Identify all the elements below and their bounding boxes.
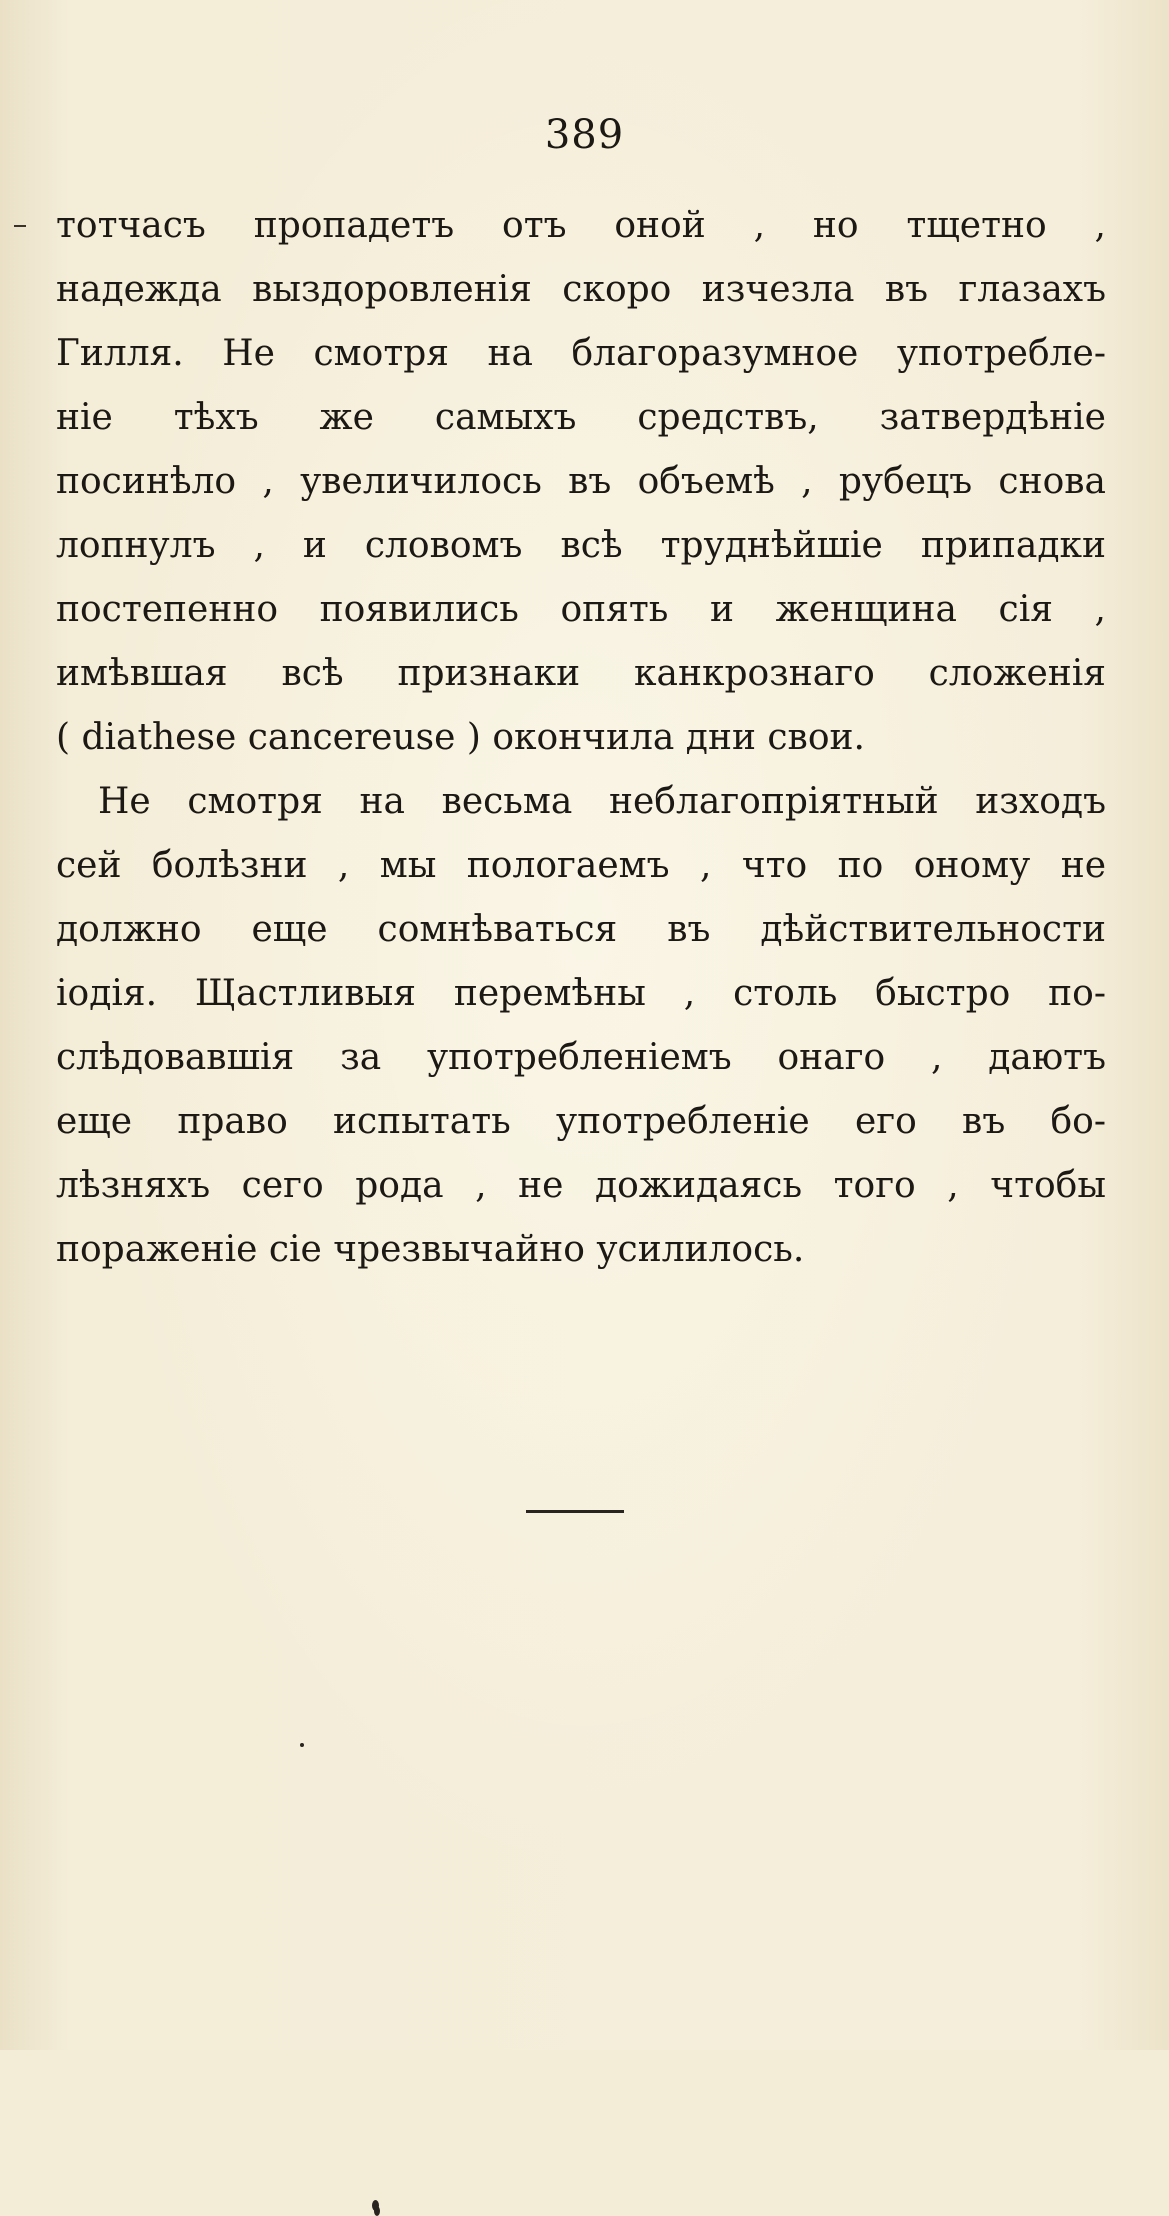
- text-line: сей болѣзни , мы пологаемъ , что по оному не: [56, 845, 1106, 886]
- text-line: надежда выздоровленія скоро изчезла въ глазахъ: [56, 269, 1106, 310]
- text-line: имѣвшая всѣ признаки канкрознаго сложенія: [56, 653, 1106, 694]
- ink-speck: [300, 1743, 304, 1747]
- paragraph-1: [56, 194, 1106, 770]
- text-line: пораженіе сіе чрезвычайно усилилось.: [56, 1229, 805, 1270]
- text-line: еще право испытать употребленіе его въ бо-: [56, 1101, 1106, 1142]
- text-line: іодія. Щастливыя перемѣны , столь быстро по-: [56, 973, 1106, 1014]
- text-line: постепенно появились опять и женщина сія ,: [56, 589, 1106, 630]
- text-line: слѣдовавшія за употребленіемъ онаго , даютъ: [56, 1037, 1106, 1078]
- text-line: тотчасъ пропадетъ отъ оной , но тщетно ,: [56, 205, 1106, 246]
- text-line: лѣзняхъ сего рода , не дожидаясь того , чтобы: [56, 1165, 1106, 1206]
- text-line: Не смотря на весьма неблагопріятный изходъ: [98, 781, 1106, 822]
- text-line: должно еще сомнѣваться въ дѣйствительности: [56, 909, 1106, 950]
- text-line: лопнулъ , и словомъ всѣ труднѣйшіе припадки: [56, 525, 1106, 566]
- ink-speck: [372, 2200, 379, 2211]
- page-number: 389: [544, 112, 625, 158]
- body-text: [56, 194, 1106, 1282]
- paragraph-2: [56, 770, 1106, 1282]
- text-line: ніе тѣхъ же самыхъ средствъ, затвердѣніе: [56, 397, 1106, 438]
- margin-mark: [14, 225, 26, 227]
- text-line: ( diathese cancereuse ) окончила дни свои.: [56, 717, 865, 758]
- section-divider: [526, 1510, 624, 1513]
- text-line: посинѣло , увеличилось въ объемѣ , рубецъ снова: [56, 461, 1106, 502]
- text-line: Гилля. Не смотря на благоразумное употребле-: [56, 333, 1106, 374]
